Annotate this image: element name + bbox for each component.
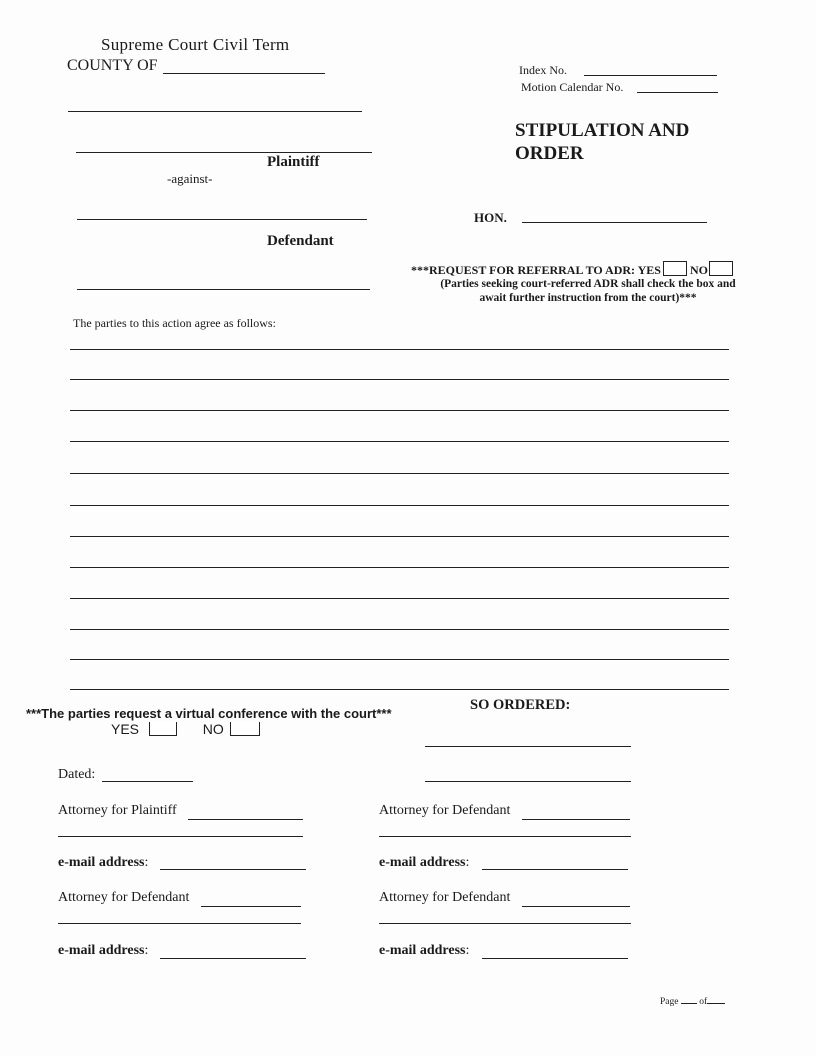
court-name: Supreme Court Civil Term	[101, 35, 290, 54]
left-attorney-defendant-label: Attorney for Defendant	[58, 890, 190, 905]
right-email-2: e-mail address:	[379, 943, 470, 958]
so-ordered-label: SO ORDERED:	[470, 697, 571, 713]
left-email-2-label: e-mail address	[58, 943, 145, 958]
dated-field[interactable]	[102, 781, 193, 782]
adr-instruction	[421, 277, 755, 305]
left-email-1: e-mail address:	[58, 855, 149, 870]
right-attorney-defendant-1-name-field[interactable]	[522, 819, 630, 820]
left-attorney-plaintiff-extra-line[interactable]	[58, 836, 303, 837]
caption-line-1[interactable]	[68, 111, 362, 112]
caption-line-4[interactable]	[77, 289, 370, 290]
index-no-field[interactable]	[584, 75, 717, 76]
adr-instruction-line-2: await further instruction from the court)***	[479, 292, 697, 304]
right-email-1: e-mail address:	[379, 855, 470, 870]
caption-line-3[interactable]	[77, 219, 367, 220]
right-email-1-label: e-mail address	[379, 855, 466, 870]
agreement-line[interactable]	[70, 567, 729, 568]
plaintiff-label: Plaintiff	[267, 154, 320, 170]
against-label: -against-	[167, 171, 213, 186]
page-number-field[interactable]	[681, 1003, 697, 1004]
right-attorney-defendant-1-label: Attorney for Defendant	[379, 803, 511, 818]
agreement-line[interactable]	[70, 505, 729, 506]
agreement-line[interactable]	[70, 349, 729, 350]
agreement-line[interactable]	[70, 410, 729, 411]
defendant-label: Defendant	[267, 233, 334, 249]
left-attorney-plaintiff-label: Attorney for Plaintiff	[58, 803, 177, 818]
motion-calendar-field[interactable]	[637, 92, 718, 93]
adr-yes-checkbox[interactable]	[663, 261, 687, 276]
adr-no-checkbox[interactable]	[709, 261, 733, 276]
dated-label: Dated:	[58, 767, 96, 782]
left-email-1-label: e-mail address	[58, 855, 145, 870]
page-label: Page	[660, 997, 679, 1007]
right-attorney-defendant-1-extra-line[interactable]	[379, 836, 631, 837]
page-footer	[660, 997, 725, 1007]
left-email-1-field[interactable]	[160, 869, 306, 870]
agreement-line[interactable]	[70, 441, 729, 442]
right-email-2-field[interactable]	[482, 958, 628, 959]
judge-title-line[interactable]	[425, 781, 631, 782]
virtual-conference-options	[111, 721, 260, 737]
right-attorney-defendant-2-extra-line[interactable]	[379, 923, 631, 924]
agreement-line[interactable]	[70, 536, 729, 537]
left-attorney-defendant-extra-line[interactable]	[58, 923, 301, 924]
right-attorney-defendant-2-name-field[interactable]	[522, 906, 630, 907]
left-attorney-plaintiff-name-field[interactable]	[188, 819, 303, 820]
agreement-line[interactable]	[70, 598, 729, 599]
motion-calendar-label: Motion Calendar No.	[521, 80, 624, 94]
virtual-conference-text: ***The parties request a virtual conference with the court***	[26, 706, 392, 721]
county-field[interactable]	[163, 73, 325, 74]
right-attorney-defendant-2-label: Attorney for Defendant	[379, 890, 511, 905]
adr-request-text: ***REQUEST FOR REFERRAL TO ADR: YES	[411, 263, 661, 277]
adr-instruction-line-1: (Parties seeking court-referred ADR shall check the box and	[440, 278, 736, 290]
agreement-line[interactable]	[70, 379, 729, 380]
virtual-no-label: NO	[202, 721, 224, 737]
adr-no-label: NO	[689, 263, 708, 277]
caption-line-2[interactable]	[76, 152, 372, 153]
judge-name-field[interactable]	[522, 222, 707, 223]
county-label: COUNTY OF	[67, 57, 158, 74]
right-email-1-field[interactable]	[482, 869, 628, 870]
virtual-no-checkbox[interactable]	[230, 722, 260, 736]
agreement-intro: The parties to this action agree as follows:	[73, 316, 276, 330]
page-total-field[interactable]	[707, 1003, 725, 1004]
left-attorney-defendant-name-field[interactable]	[201, 906, 301, 907]
agreement-line[interactable]	[70, 659, 729, 660]
judge-signature-line[interactable]	[425, 746, 631, 747]
title-line-1: STIPULATION AND	[515, 120, 690, 141]
virtual-yes-checkbox[interactable]	[149, 722, 177, 736]
virtual-yes-label: YES	[111, 721, 140, 737]
agreement-line[interactable]	[70, 473, 729, 474]
right-email-2-label: e-mail address	[379, 943, 466, 958]
left-email-2-field[interactable]	[160, 958, 306, 959]
title-line-2: ORDER	[515, 143, 584, 164]
agreement-line[interactable]	[70, 689, 729, 690]
page-of-label: of	[699, 997, 708, 1007]
index-no-label: Index No.	[519, 63, 567, 77]
left-email-2: e-mail address:	[58, 943, 149, 958]
document-title	[515, 119, 689, 165]
hon-label: HON.	[474, 210, 507, 225]
adr-request	[411, 261, 733, 278]
agreement-line[interactable]	[70, 629, 729, 630]
